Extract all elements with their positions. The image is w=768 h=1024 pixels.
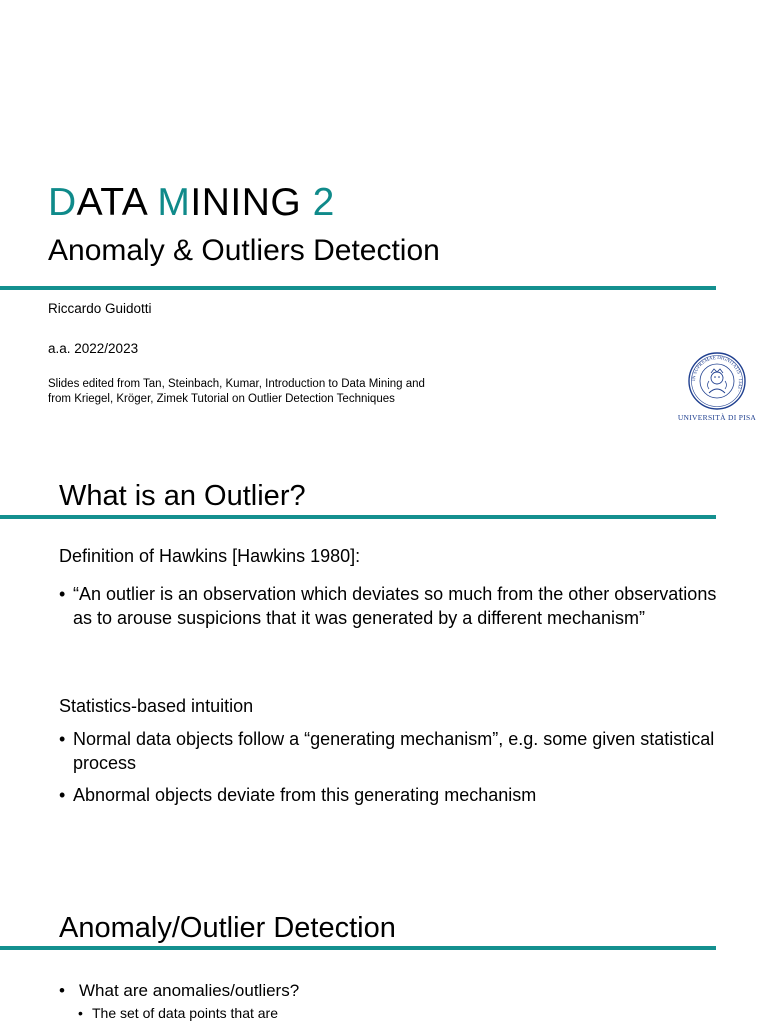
title-accent-letter: D <box>48 181 77 224</box>
title-accent-letter: M <box>157 181 191 224</box>
title-accent-letter: 2 <box>312 181 335 224</box>
intuition-label: Statistics-based intuition <box>59 696 254 716</box>
credits-line: Slides edited from Tan, Steinbach, Kumar, Introduction to Data Mining and <box>48 378 425 390</box>
title-text: INING <box>190 181 313 224</box>
slide-credits <box>48 377 425 407</box>
credits-line: from Kriegel, Kröger, Zimek Tutorial on Outlier Detection Techniques <box>48 393 395 405</box>
author-name: Riccardo Guidotti <box>48 301 152 316</box>
list-item: • What are anomalies/outliers? <box>59 981 300 1000</box>
list-item-text: The set of data points that are <box>92 1005 279 1021</box>
title-slide <box>0 0 768 448</box>
list-item-text: What are anomalies/outliers? <box>79 981 300 1000</box>
list-item: • Abnormal objects deviate from this generating mechanism <box>59 783 739 807</box>
university-name: UNIVERSITÀ DI PISA <box>677 413 757 422</box>
intuition-bullets <box>59 727 739 815</box>
sub-list-item: • The set of data points that are <box>78 1005 279 1021</box>
academic-year: a.a. 2022/2023 <box>48 341 139 356</box>
course-subtitle: Anomaly & Outliers Detection <box>48 234 440 267</box>
slide-title: Anomaly/Outlier Detection <box>59 912 396 944</box>
course-title <box>48 183 335 222</box>
outlier-definition-slide <box>0 448 768 880</box>
definition-bullets <box>59 582 739 638</box>
svg-text:IN SUPREMAE DIGNITATIS · 1343 <box>692 356 742 393</box>
title-text: ATA <box>76 181 158 224</box>
title-divider <box>0 946 716 950</box>
university-logo <box>672 351 762 422</box>
list-item: • Normal data objects follow a “generating mechanism”, e.g. some given statistical process <box>59 727 739 775</box>
detection-slide <box>0 880 768 1024</box>
university-seal-icon <box>687 351 747 411</box>
title-divider <box>0 286 716 290</box>
seal-ring-text: IN SUPREMAE DIGNITATIS · 1343 · <box>691 355 743 393</box>
title-divider <box>0 515 716 519</box>
slide-title: What is an Outlier? <box>59 480 306 512</box>
definition-label: Definition of Hawkins [Hawkins 1980]: <box>59 546 361 566</box>
list-item: • “An outlier is an observation which deviates so much from the other observations as to arouse suspicions that it was generated by a different mechanism” <box>59 582 739 630</box>
